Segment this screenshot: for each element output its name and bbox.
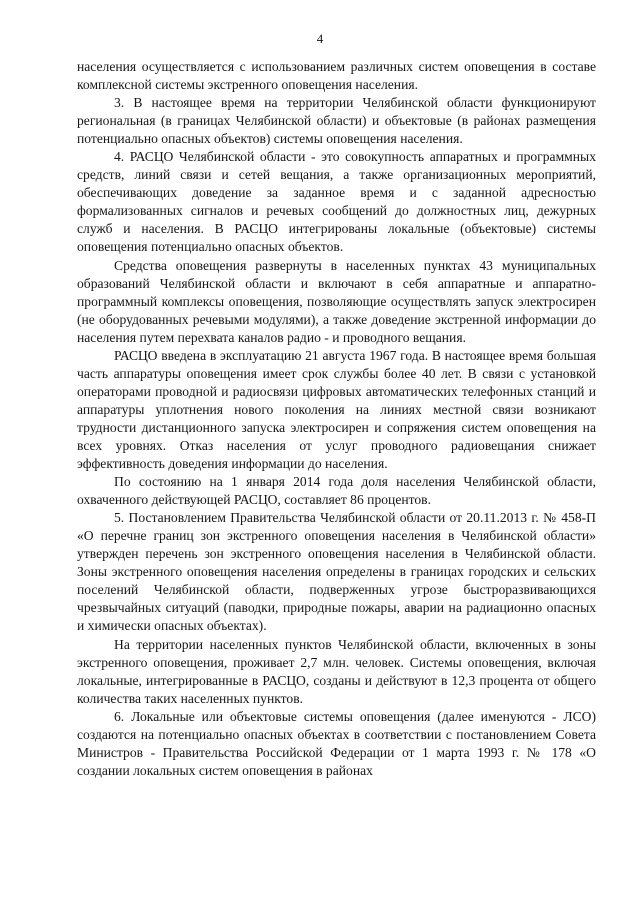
paragraph-population-zones: На территории населенных пунктов Челябинской области, включенных в зоны экстренного оповещения, проживает 2,7 млн. человек. Системы оповещения, включая локальные, интегрированные в РАСЦО, созданы и действуют в 12,3 процента от общего количества таких населенных пунктов. [77, 636, 596, 706]
paragraph-item-4: 4. РАСЦО Челябинской области - это совокупность аппаратных и программных средств, линий связи и сетей вещания, а также организационных мероприятий, обеспечивающих доведение за заданное время и с заданной адресностью формализованных сигналов и речевых сообщений до должностных лиц, дежурных служб и населения. В РАСЦО интегрированы локальные (объектовые) системы оповещения потенциально опасных объектов. [77, 149, 596, 255]
paragraph-continuation: населения осуществляется с использованием различных систем оповещения в составе комплексной системы экстренного оповещения населения. [77, 59, 596, 93]
paragraph-item-3: 3. В настоящее время на территории Челябинской области функционируют региональная (в границах Челябинской области) и объектовые (в районах размещения потенциально опасных объектов) системы оповещения населения. [77, 95, 596, 147]
paragraph-commissioning: РАСЦО введена в эксплуатацию 21 августа 1967 года. В настоящее время большая часть аппаратуры оповещения имеет срок службы более 40 лет. В связи с установкой операторами проводной и радиосвязи цифровых автоматических телефонных станций и аппаратуры уплотнения нового поколения на линиях местной связи возникают трудности дистанционного запуска электросирен и сопряжения систем оповещения на всех уровнях. Отказ населения от услуг проводного радиовещания снижает эффективность доведения информации до населения. [77, 347, 596, 472]
paragraph-coverage: По состоянию на 1 января 2014 года доля населения Челябинской области, охваченного действующей РАСЦО, составляет 86 процентов. [77, 474, 596, 508]
paragraph-alert-means: Средства оповещения развернуты в населенных пунктах 43 муниципальных образований Челябинской области и включают в себя аппаратные и аппаратно-программный комплексы оповещения, позволяющие осуществлять запуск электросирен (не оборудованных речевыми модулями), а также доведение экстренной информации до населения путем перехвата каналов радио - и проводного вещания. [77, 257, 596, 345]
paragraph-item-5: 5. Постановлением Правительства Челябинской области от 20.11.2013 г. № 458-П «О перечне границ зон экстренного оповещения населения в Челябинской области» утвержден перечень зон экстренного оповещения населения в Челябинской области. Зоны экстренного оповещения населения определены в границах городских и сельских поселений Челябинской области, подверженных угрозе быстроразвивающихся чрезвычайных ситуаций (паводки, природные пожары, аварии на радиационно опасных и химически опасных объектах). [77, 510, 596, 634]
document-body [77, 58, 596, 780]
paragraph-item-6: 6. Локальные или объектовые системы оповещения (далее именуются - ЛСО) создаются на потенциально опасных объектах в соответствии с постановлением Совета Министров - Правительства Российской Федерации от 1 марта 1993 г. № 178 «О создании локальных систем оповещения в районах [77, 708, 596, 778]
page-number: 4 [316, 31, 324, 46]
